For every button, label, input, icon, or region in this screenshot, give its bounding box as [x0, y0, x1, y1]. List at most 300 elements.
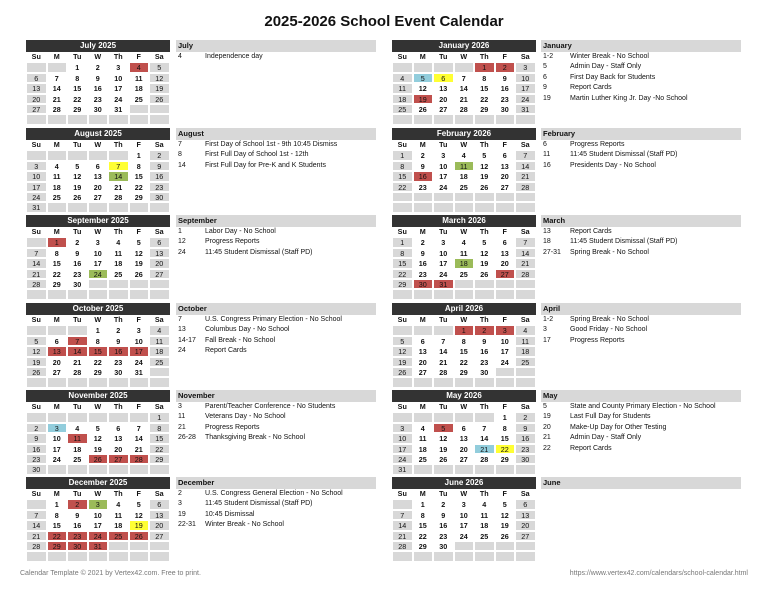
empty-cell	[392, 62, 413, 72]
event-text: Thanksgiving Break - No School	[205, 434, 305, 442]
day-cell: 6	[495, 150, 516, 160]
day-cell: 11	[515, 336, 536, 346]
day-cell: 13	[413, 346, 434, 356]
day-cell: 18	[149, 346, 170, 356]
empty-cell	[88, 377, 109, 387]
day-cell: 8	[474, 73, 495, 83]
day-cell: 18	[474, 520, 495, 530]
events-month-header: May	[541, 390, 741, 402]
event-text: 11:45 Student Dismissal (Staff PD)	[205, 248, 313, 256]
weekday-label: F	[129, 140, 150, 150]
event-text: Last Full Day for Students	[570, 413, 651, 421]
footer-left: Calendar Template © 2021 by Vertex42.com. Free to print.	[20, 570, 201, 577]
event-text: 10:45 Dismissal	[205, 510, 255, 518]
day-cell: 21	[108, 182, 129, 192]
day-cell: 1	[474, 62, 495, 72]
empty-cell	[26, 377, 47, 387]
event-date: 7	[178, 316, 182, 323]
empty-cell	[88, 551, 109, 561]
day-cell: 2	[26, 423, 47, 433]
day-cell: 5	[474, 237, 495, 247]
event-date: 13	[178, 326, 186, 334]
day-cell: 7	[26, 510, 47, 520]
day-cell: 15	[47, 258, 68, 268]
day-cell: 3	[129, 325, 150, 335]
weekday-label: W	[88, 402, 109, 412]
day-cell: 3	[454, 499, 475, 509]
weekday-label: Sa	[149, 227, 170, 237]
day-cell: 2	[67, 499, 88, 509]
event-date: 19	[178, 510, 186, 518]
day-cell: 20	[454, 444, 475, 454]
day-cell: 31	[515, 104, 536, 114]
day-cell: 4	[392, 73, 413, 83]
empty-cell	[108, 541, 129, 551]
day-cell: 1	[47, 499, 68, 509]
day-cell: 5	[474, 150, 495, 160]
empty-cell	[413, 464, 434, 474]
month-calendar	[26, 128, 170, 213]
event-text: First Full Day for Pre-K and K Students	[205, 161, 326, 169]
empty-cell	[129, 377, 150, 387]
event-date: 19	[543, 413, 551, 421]
weekday-label: W	[454, 140, 475, 150]
day-cell: 28	[392, 541, 413, 551]
day-cell: 23	[515, 444, 536, 454]
day-cell: 2	[67, 237, 88, 247]
day-cell: 5	[129, 499, 150, 509]
day-cell: 10	[515, 73, 536, 83]
day-cell: 12	[495, 510, 516, 520]
weekday-label: F	[495, 140, 516, 150]
event-row	[176, 248, 376, 258]
day-cell: 26	[88, 454, 109, 464]
event-row	[541, 73, 741, 83]
day-cell: 2	[413, 237, 434, 247]
month-title: August 2025	[26, 128, 170, 140]
weekday-label: Tu	[433, 402, 454, 412]
day-cell: 26	[67, 192, 88, 202]
day-cell: 15	[413, 520, 434, 530]
empty-cell	[392, 325, 413, 335]
day-grid	[26, 402, 170, 475]
empty-cell	[129, 104, 150, 114]
day-cell: 24	[392, 454, 413, 464]
empty-cell	[88, 289, 109, 299]
weekday-label: Su	[392, 52, 413, 62]
event-row	[541, 227, 741, 237]
weekday-label: Su	[392, 140, 413, 150]
day-cell: 17	[88, 520, 109, 530]
day-cell: 3	[495, 325, 516, 335]
empty-cell	[47, 289, 68, 299]
footer-right[interactable]: https://www.vertex42.com/calendars/school-calendar.html	[569, 570, 748, 577]
empty-cell	[67, 325, 88, 335]
day-cell: 31	[433, 279, 454, 289]
empty-cell	[515, 541, 536, 551]
day-cell: 10	[433, 248, 454, 258]
day-cell: 6	[47, 336, 68, 346]
empty-cell	[413, 62, 434, 72]
empty-cell	[454, 551, 475, 561]
weekday-label: Su	[392, 402, 413, 412]
day-cell: 5	[67, 161, 88, 171]
weekday-label: Tu	[433, 227, 454, 237]
day-cell: 14	[47, 83, 68, 93]
event-text: First Day of School 1st - 9th 10:45 Dismiss	[205, 141, 338, 148]
day-cell: 25	[67, 454, 88, 464]
day-cell: 8	[495, 423, 516, 433]
day-cell: 28	[454, 104, 475, 114]
day-cell: 10	[495, 336, 516, 346]
day-cell: 16	[108, 346, 129, 356]
day-cell: 8	[47, 248, 68, 258]
day-cell: 28	[515, 182, 536, 192]
empty-cell	[26, 62, 47, 72]
empty-cell	[47, 202, 68, 212]
day-cell: 27	[495, 269, 516, 279]
day-cell: 14	[129, 433, 150, 443]
empty-cell	[67, 412, 88, 422]
month-title: February 2026	[392, 128, 536, 140]
event-row	[541, 433, 741, 443]
empty-cell	[433, 412, 454, 422]
day-cell: 19	[129, 520, 150, 530]
day-cell: 3	[392, 423, 413, 433]
day-grid	[392, 140, 536, 213]
day-cell: 19	[129, 258, 150, 268]
weekday-label: Su	[392, 227, 413, 237]
day-cell: 11	[47, 171, 68, 181]
day-cell: 20	[413, 357, 434, 367]
event-date: 9	[543, 84, 547, 92]
empty-cell	[26, 551, 47, 561]
empty-cell	[454, 192, 475, 202]
day-cell: 11	[454, 161, 475, 171]
day-cell: 21	[515, 171, 536, 181]
weekday-label: Sa	[149, 52, 170, 62]
event-row	[176, 161, 376, 171]
weekday-label: Th	[108, 402, 129, 412]
events-list	[176, 477, 376, 531]
day-cell: 9	[26, 433, 47, 443]
day-cell: 15	[129, 171, 150, 181]
day-cell: 11	[392, 83, 413, 93]
day-cell: 20	[149, 520, 170, 530]
day-cell: 2	[413, 150, 434, 160]
empty-cell	[515, 202, 536, 212]
day-cell: 8	[129, 161, 150, 171]
empty-cell	[26, 412, 47, 422]
empty-cell	[108, 464, 129, 474]
weekday-label: F	[129, 227, 150, 237]
empty-cell	[515, 367, 536, 377]
weekday-label: Tu	[433, 52, 454, 62]
day-cell: 29	[129, 192, 150, 202]
day-cell: 25	[47, 192, 68, 202]
event-date: 11	[178, 413, 186, 421]
event-text: 11:45 Student Dismissal (Staff PD)	[570, 151, 678, 159]
day-cell: 21	[474, 444, 495, 454]
day-cell: 29	[454, 367, 475, 377]
empty-cell	[129, 202, 150, 212]
day-cell: 28	[26, 279, 47, 289]
empty-cell	[47, 412, 68, 422]
event-row	[176, 325, 376, 335]
day-cell: 17	[454, 520, 475, 530]
empty-cell	[108, 412, 129, 422]
day-cell: 22	[474, 94, 495, 104]
event-text: Report Cards	[570, 228, 612, 235]
day-cell: 5	[129, 237, 150, 247]
day-cell: 20	[108, 444, 129, 454]
day-cell: 25	[474, 531, 495, 541]
event-row	[541, 412, 741, 422]
event-date: 5	[543, 403, 547, 410]
day-cell: 17	[515, 83, 536, 93]
empty-cell	[108, 279, 129, 289]
day-cell: 27	[149, 531, 170, 541]
empty-cell	[392, 192, 413, 202]
weekday-label: M	[413, 489, 434, 499]
day-cell: 16	[413, 171, 434, 181]
day-cell: 30	[26, 464, 47, 474]
weekday-label: Sa	[515, 52, 536, 62]
event-date: 8	[178, 151, 182, 159]
month-title: November 2025	[26, 390, 170, 402]
day-cell: 9	[67, 248, 88, 258]
empty-cell	[88, 464, 109, 474]
event-row	[176, 489, 376, 499]
day-cell: 10	[47, 433, 68, 443]
empty-cell	[47, 114, 68, 124]
day-cell: 31	[88, 541, 109, 551]
month-title: April 2026	[392, 303, 536, 315]
day-cell: 15	[47, 520, 68, 530]
day-cell: 6	[495, 237, 516, 247]
day-cell: 15	[88, 346, 109, 356]
event-row	[541, 248, 741, 258]
day-cell: 22	[88, 357, 109, 367]
day-cell: 22	[495, 444, 516, 454]
day-cell: 9	[108, 336, 129, 346]
event-row	[176, 412, 376, 422]
day-cell: 15	[149, 433, 170, 443]
day-cell: 25	[454, 182, 475, 192]
day-cell: 6	[26, 73, 47, 83]
day-cell: 3	[108, 62, 129, 72]
event-row	[541, 94, 741, 104]
day-cell: 27	[149, 269, 170, 279]
events-month-header: January	[541, 40, 741, 52]
day-cell: 2	[515, 412, 536, 422]
day-cell: 14	[392, 520, 413, 530]
day-cell: 20	[149, 258, 170, 268]
day-cell: 26	[474, 182, 495, 192]
day-cell: 18	[454, 171, 475, 181]
day-cell: 26	[392, 367, 413, 377]
day-cell: 24	[515, 94, 536, 104]
day-cell: 14	[515, 161, 536, 171]
weekday-label: Sa	[515, 140, 536, 150]
empty-cell	[26, 237, 47, 247]
day-cell: 24	[454, 531, 475, 541]
day-cell: 3	[515, 62, 536, 72]
day-grid	[26, 227, 170, 300]
day-cell: 1	[392, 237, 413, 247]
day-cell: 11	[67, 433, 88, 443]
day-cell: 22	[392, 269, 413, 279]
weekday-label: W	[454, 402, 475, 412]
empty-cell	[495, 279, 516, 289]
events-list	[176, 128, 376, 171]
day-cell: 29	[392, 279, 413, 289]
day-cell: 23	[149, 182, 170, 192]
day-cell: 15	[67, 83, 88, 93]
day-cell: 18	[108, 520, 129, 530]
empty-cell	[149, 377, 170, 387]
event-text: Columbus Day - No School	[205, 326, 290, 334]
event-text: Report Cards	[570, 444, 612, 452]
empty-cell	[88, 114, 109, 124]
day-cell: 13	[149, 510, 170, 520]
day-cell: 9	[413, 248, 434, 258]
empty-cell	[474, 551, 495, 561]
month-calendar	[392, 477, 536, 562]
events-month-header: June	[541, 477, 741, 489]
weekday-label: Su	[392, 315, 413, 325]
day-cell: 24	[88, 269, 109, 279]
empty-cell	[392, 202, 413, 212]
empty-cell	[149, 279, 170, 289]
weekday-label: Sa	[515, 227, 536, 237]
day-cell: 5	[433, 423, 454, 433]
day-cell: 21	[26, 269, 47, 279]
month-title: May 2026	[392, 390, 536, 402]
event-row	[176, 402, 376, 412]
month-title: December 2025	[26, 477, 170, 489]
day-cell: 5	[26, 336, 47, 346]
day-cell: 13	[515, 510, 536, 520]
day-cell: 20	[88, 182, 109, 192]
event-date: 24	[178, 248, 186, 256]
day-grid	[392, 315, 536, 388]
events-month-header: July	[176, 40, 376, 52]
weekday-label: Th	[474, 52, 495, 62]
empty-cell	[515, 464, 536, 474]
weekday-label: F	[129, 52, 150, 62]
weekday-label: Su	[26, 227, 47, 237]
event-date: 22-31	[178, 521, 196, 529]
day-cell: 5	[413, 73, 434, 83]
day-cell: 4	[413, 423, 434, 433]
empty-cell	[495, 551, 516, 561]
day-cell: 2	[108, 325, 129, 335]
month-calendar	[26, 215, 170, 300]
event-date: 16	[543, 161, 551, 169]
day-cell: 29	[474, 104, 495, 114]
day-cell: 22	[454, 357, 475, 367]
day-cell: 15	[474, 83, 495, 93]
day-grid	[392, 402, 536, 475]
day-cell: 16	[67, 520, 88, 530]
day-cell: 16	[88, 83, 109, 93]
event-text: First Day Back for Students	[570, 73, 656, 81]
events-list	[541, 215, 741, 258]
weekday-label: W	[454, 315, 475, 325]
day-cell: 29	[47, 279, 68, 289]
empty-cell	[433, 114, 454, 124]
event-date: 1-2	[543, 53, 554, 60]
day-cell: 12	[413, 83, 434, 93]
day-cell: 12	[67, 171, 88, 181]
weekday-label: Tu	[67, 140, 88, 150]
event-date: 1-2	[543, 316, 554, 323]
event-row	[541, 444, 741, 454]
day-cell: 6	[454, 423, 475, 433]
event-date: 17	[543, 336, 551, 344]
day-cell: 26	[433, 454, 454, 464]
empty-cell	[67, 551, 88, 561]
day-cell: 13	[26, 83, 47, 93]
day-cell: 7	[67, 336, 88, 346]
empty-cell	[495, 289, 516, 299]
empty-cell	[433, 62, 454, 72]
day-cell: 12	[392, 346, 413, 356]
day-cell: 9	[433, 510, 454, 520]
day-cell: 24	[47, 454, 68, 464]
day-cell: 22	[129, 182, 150, 192]
events-month-header: August	[176, 128, 376, 140]
day-cell: 25	[129, 94, 150, 104]
empty-cell	[149, 104, 170, 114]
day-cell: 1	[129, 150, 150, 160]
empty-cell	[108, 114, 129, 124]
event-row	[541, 62, 741, 72]
day-cell: 27	[515, 531, 536, 541]
event-row	[541, 402, 741, 412]
empty-cell	[433, 289, 454, 299]
day-cell: 22	[67, 94, 88, 104]
weekday-label: Su	[26, 489, 47, 499]
day-cell: 17	[26, 182, 47, 192]
empty-cell	[413, 412, 434, 422]
day-cell: 9	[67, 510, 88, 520]
empty-cell	[47, 377, 68, 387]
day-cell: 20	[433, 94, 454, 104]
empty-cell	[26, 499, 47, 509]
event-row	[176, 227, 376, 237]
day-cell: 26	[129, 269, 150, 279]
day-cell: 26	[149, 94, 170, 104]
empty-cell	[129, 551, 150, 561]
day-cell: 18	[129, 83, 150, 93]
empty-cell	[108, 150, 129, 160]
weekday-label: F	[495, 402, 516, 412]
event-date: 1	[178, 228, 182, 235]
day-cell: 1	[149, 412, 170, 422]
day-cell: 26	[474, 269, 495, 279]
weekday-label: W	[88, 52, 109, 62]
day-cell: 11	[108, 248, 129, 258]
event-row	[176, 150, 376, 160]
event-row	[176, 346, 376, 356]
day-grid	[392, 489, 536, 562]
day-cell: 14	[454, 83, 475, 93]
day-cell: 17	[47, 444, 68, 454]
day-cell: 27	[454, 454, 475, 464]
day-cell: 6	[108, 423, 129, 433]
